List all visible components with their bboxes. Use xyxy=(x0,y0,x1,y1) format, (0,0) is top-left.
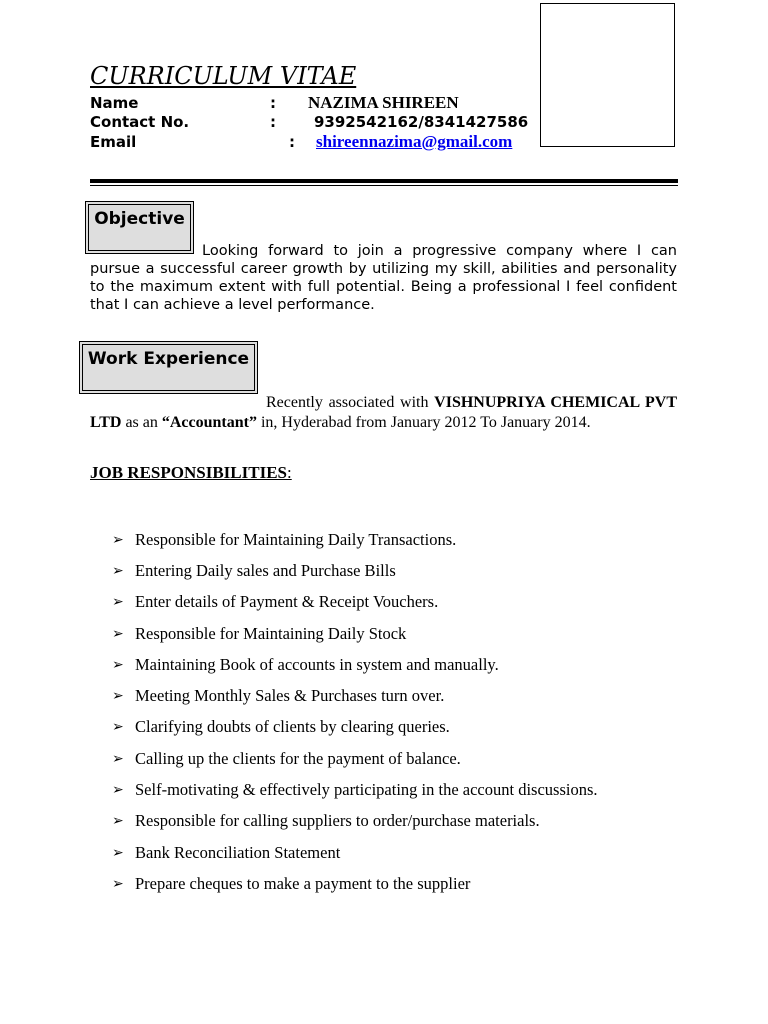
company-name: VISHNUPRIYA CHEMICAL PVT LTD xyxy=(90,394,678,431)
divider-thick xyxy=(90,179,678,183)
list-item: ➢ Responsible for Maintaining Daily Stock xyxy=(112,623,407,643)
arrow-bullet-icon: ➢ xyxy=(112,531,124,548)
contact-separator: : xyxy=(270,113,276,131)
work-experience-text xyxy=(90,393,677,433)
list-item: ➢ Maintaining Book of accounts in system and manually. xyxy=(112,654,499,674)
work-as-an: as an xyxy=(125,414,158,431)
work-intro: Recently associated with xyxy=(266,394,429,411)
list-item: ➢ Clarifying doubts of clients by clearing queries. xyxy=(112,717,450,737)
arrow-bullet-icon: ➢ xyxy=(112,782,124,799)
contact-value: 9392542162/8341427586 xyxy=(314,113,529,131)
arrow-bullet-icon: ➢ xyxy=(112,813,124,830)
list-item: ➢ Meeting Monthly Sales & Purchases turn over. xyxy=(112,686,445,706)
email-separator: : xyxy=(289,133,295,151)
arrow-bullet-icon: ➢ xyxy=(112,750,124,767)
photo-placeholder xyxy=(540,3,675,147)
list-item: ➢ Responsible for calling suppliers to order/purchase materials. xyxy=(112,811,540,831)
arrow-bullet-icon: ➢ xyxy=(112,875,124,892)
arrow-bullet-icon: ➢ xyxy=(112,562,124,579)
email-label: Email xyxy=(90,133,137,151)
arrow-bullet-icon: ➢ xyxy=(112,594,124,611)
list-item: ➢ Self-motivating & effectively participating in the account discussions. xyxy=(112,780,598,800)
list-item: ➢ Entering Daily sales and Purchase Bills xyxy=(112,560,396,580)
divider-thin xyxy=(90,185,678,186)
name-label: Name xyxy=(90,94,139,112)
arrow-bullet-icon: ➢ xyxy=(112,656,124,673)
objective-heading: Objective xyxy=(85,201,194,254)
list-item: ➢ Prepare cheques to make a payment to the supplier xyxy=(112,873,471,893)
arrow-bullet-icon: ➢ xyxy=(112,688,124,705)
email-link[interactable]: shireennazima@gmail.com xyxy=(316,132,513,151)
list-item: ➢ Responsible for Maintaining Daily Transactions. xyxy=(112,529,457,549)
list-item: ➢ Calling up the clients for the payment of balance. xyxy=(112,748,461,768)
arrow-bullet-icon: ➢ xyxy=(112,719,124,736)
list-item: ➢ Enter details of Payment & Receipt Vouchers. xyxy=(112,592,439,612)
name-value: NAZIMA SHIREEN xyxy=(308,93,459,112)
objective-text: Looking forward to join a progressive company where I can pursue a successful career growth by utilizing my skill, abilities and personality to the maximum extent with full potential. Being a professional I feel confident that I can achieve a level performance. xyxy=(90,243,677,313)
work-experience-heading: Work Experience xyxy=(79,341,258,394)
contact-label: Contact No. xyxy=(90,113,190,131)
cv-title: CURRICULUM VITAE xyxy=(90,62,357,90)
responsibilities-list xyxy=(112,524,598,900)
job-responsibilities-heading: JOB RESPONSIBILITIES: xyxy=(90,463,292,482)
work-details: in, Hyderabad from January 2012 To January 2014. xyxy=(260,414,591,431)
name-separator: : xyxy=(270,94,276,112)
job-role: “Accountant” xyxy=(161,414,257,431)
arrow-bullet-icon: ➢ xyxy=(112,844,124,861)
arrow-bullet-icon: ➢ xyxy=(112,625,124,642)
list-item: ➢ Bank Reconciliation Statement xyxy=(112,842,341,862)
